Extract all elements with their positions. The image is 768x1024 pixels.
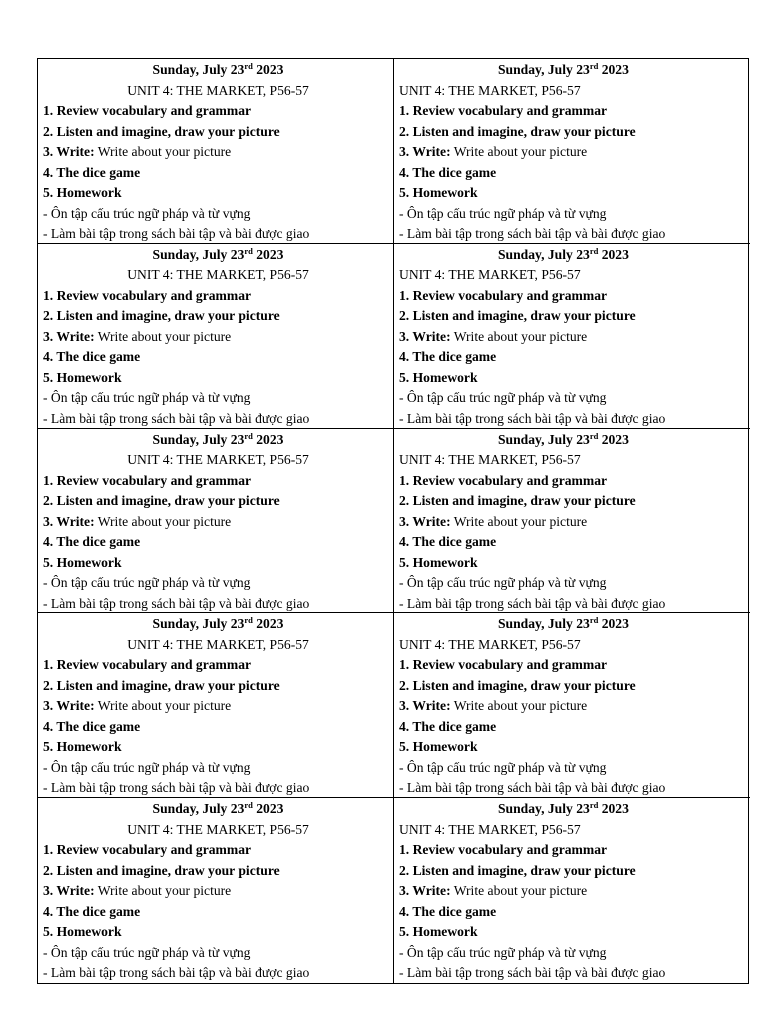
card-item-review: 1. Review vocabulary and grammar <box>43 103 252 118</box>
card-item-write: 3. Write: Write about your picture <box>43 698 232 714</box>
card-homework-2: - Làm bài tập trong sách bài tập và bài được giao <box>399 410 666 426</box>
card-item-write: 3. Write: Write about your picture <box>399 883 588 899</box>
card-item-homework: 5. Homework <box>43 369 122 385</box>
card-homework-1: - Ôn tập cấu trúc ngữ pháp và từ vựng <box>43 390 251 406</box>
card-item-write: 3. Write: Write about your picture <box>399 144 588 159</box>
card-item-homework: 5. Homework <box>43 554 122 570</box>
card-item-homework: 5. Homework <box>43 185 122 200</box>
card-item-review: 1. Review vocabulary and grammar <box>399 842 608 858</box>
card-unit-title: UNIT 4: THE MARKET, P56-57 <box>127 636 309 652</box>
card-homework-2: - Làm bài tập trong sách bài tập và bài được giao <box>399 595 666 611</box>
card-item-homework: 5. Homework <box>43 739 122 755</box>
card-item-write: 3. Write: Write about your picture <box>399 328 588 344</box>
card-homework-1: - Ôn tập cấu trúc ngữ pháp và từ vựng <box>43 205 251 221</box>
card-item-homework: 5. Homework <box>399 185 478 200</box>
card-item-homework: 5. Homework <box>399 739 478 755</box>
card-homework-2: - Làm bài tập trong sách bài tập và bài được giao <box>43 226 310 241</box>
card-homework-2: - Làm bài tập trong sách bài tập và bài được giao <box>43 780 310 796</box>
card-unit-title: UNIT 4: THE MARKET, P56-57 <box>399 636 581 652</box>
card-date: Sunday, July 23rd 2023 <box>152 615 284 632</box>
card-date: Sunday, July 23rd 2023 <box>152 800 284 817</box>
card-date: Sunday, July 23rd 2023 <box>152 61 284 77</box>
card-item-dice: 4. The dice game <box>43 164 141 180</box>
card-date: Sunday, July 23rd 2023 <box>498 61 629 77</box>
card-item-dice: 4. The dice game <box>43 349 141 365</box>
card-item-review: 1. Review vocabulary and grammar <box>399 287 608 303</box>
card-item-listen: 2. Listen and imagine, draw your picture <box>399 677 636 693</box>
card-item-dice: 4. The dice game <box>43 903 141 919</box>
card-item-write: 3. Write: Write about your picture <box>399 513 588 529</box>
card-item-review: 1. Review vocabulary and grammar <box>399 657 608 673</box>
card-item-write: 3. Write: Write about your picture <box>399 698 588 714</box>
card-unit-title: UNIT 4: THE MARKET, P56-57 <box>127 82 309 98</box>
card-item-homework: 5. Homework <box>399 369 478 385</box>
card-homework-1: - Ôn tập cấu trúc ngữ pháp và từ vựng <box>43 944 251 960</box>
card-date: Sunday, July 23rd 2023 <box>498 800 629 817</box>
card-item-review: 1. Review vocabulary and grammar <box>43 287 252 303</box>
card-unit-title: UNIT 4: THE MARKET, P56-57 <box>127 452 309 468</box>
card-item-listen: 2. Listen and imagine, draw your picture <box>43 123 280 139</box>
card-item-review: 1. Review vocabulary and grammar <box>399 103 608 118</box>
card-item-write: 3. Write: Write about your picture <box>43 144 232 159</box>
card-unit-title: UNIT 4: THE MARKET, P56-57 <box>399 82 581 98</box>
lesson-card <box>394 59 750 244</box>
lesson-card <box>38 613 394 798</box>
card-item-dice: 4. The dice game <box>399 718 497 734</box>
card-item-homework: 5. Homework <box>399 554 478 570</box>
card-unit-title: UNIT 4: THE MARKET, P56-57 <box>399 452 581 468</box>
card-item-dice: 4. The dice game <box>399 349 497 365</box>
lesson-card <box>394 429 750 614</box>
lesson-card <box>394 613 750 798</box>
card-homework-2: - Làm bài tập trong sách bài tập và bài được giao <box>399 965 666 981</box>
card-homework-2: - Làm bài tập trong sách bài tập và bài được giao <box>399 226 666 241</box>
lesson-card <box>38 429 394 614</box>
card-item-review: 1. Review vocabulary and grammar <box>43 472 252 488</box>
card-homework-2: - Làm bài tập trong sách bài tập và bài được giao <box>43 410 310 426</box>
card-item-listen: 2. Listen and imagine, draw your picture <box>399 123 636 139</box>
card-item-listen: 2. Listen and imagine, draw your picture <box>399 493 636 509</box>
card-homework-1: - Ôn tập cấu trúc ngữ pháp và từ vựng <box>399 390 607 406</box>
lesson-card <box>38 59 394 244</box>
card-item-listen: 2. Listen and imagine, draw your picture <box>399 308 636 324</box>
card-item-write: 3. Write: Write about your picture <box>43 883 232 899</box>
card-homework-1: - Ôn tập cấu trúc ngữ pháp và từ vựng <box>399 759 607 775</box>
card-homework-2: - Làm bài tập trong sách bài tập và bài được giao <box>43 595 310 611</box>
card-unit-title: UNIT 4: THE MARKET, P56-57 <box>399 821 581 837</box>
lesson-card-grid <box>37 58 749 984</box>
card-homework-2: - Làm bài tập trong sách bài tập và bài được giao <box>43 965 310 981</box>
card-item-listen: 2. Listen and imagine, draw your picture <box>43 308 280 324</box>
card-item-homework: 5. Homework <box>399 924 478 940</box>
card-item-listen: 2. Listen and imagine, draw your picture <box>43 862 280 878</box>
card-homework-1: - Ôn tập cấu trúc ngữ pháp và từ vựng <box>399 205 607 221</box>
card-item-dice: 4. The dice game <box>399 903 497 919</box>
lesson-card <box>38 244 394 429</box>
card-homework-2: - Làm bài tập trong sách bài tập và bài được giao <box>399 780 666 796</box>
lesson-card <box>394 798 750 983</box>
card-date: Sunday, July 23rd 2023 <box>498 615 629 632</box>
card-date: Sunday, July 23rd 2023 <box>152 430 284 447</box>
card-item-homework: 5. Homework <box>43 924 122 940</box>
card-item-write: 3. Write: Write about your picture <box>43 328 232 344</box>
card-unit-title: UNIT 4: THE MARKET, P56-57 <box>127 821 309 837</box>
card-date: Sunday, July 23rd 2023 <box>498 245 629 262</box>
card-homework-1: - Ôn tập cấu trúc ngữ pháp và từ vựng <box>399 944 607 960</box>
card-item-write: 3. Write: Write about your picture <box>43 513 232 529</box>
card-item-review: 1. Review vocabulary and grammar <box>43 842 252 858</box>
card-homework-1: - Ôn tập cấu trúc ngữ pháp và từ vựng <box>399 575 607 591</box>
lesson-card <box>394 244 750 429</box>
card-item-review: 1. Review vocabulary and grammar <box>43 657 252 673</box>
lesson-card <box>38 798 394 983</box>
card-date: Sunday, July 23rd 2023 <box>152 245 284 262</box>
card-item-listen: 2. Listen and imagine, draw your picture <box>43 493 280 509</box>
card-homework-1: - Ôn tập cấu trúc ngữ pháp và từ vựng <box>43 759 251 775</box>
card-item-listen: 2. Listen and imagine, draw your picture <box>43 677 280 693</box>
card-unit-title: UNIT 4: THE MARKET, P56-57 <box>399 267 581 283</box>
card-date: Sunday, July 23rd 2023 <box>498 430 629 447</box>
card-unit-title: UNIT 4: THE MARKET, P56-57 <box>127 267 309 283</box>
card-item-dice: 4. The dice game <box>399 164 497 180</box>
card-homework-1: - Ôn tập cấu trúc ngữ pháp và từ vựng <box>43 575 251 591</box>
card-item-dice: 4. The dice game <box>43 718 141 734</box>
card-item-review: 1. Review vocabulary and grammar <box>399 472 608 488</box>
card-item-dice: 4. The dice game <box>43 534 141 550</box>
card-item-listen: 2. Listen and imagine, draw your picture <box>399 862 636 878</box>
card-item-dice: 4. The dice game <box>399 534 497 550</box>
